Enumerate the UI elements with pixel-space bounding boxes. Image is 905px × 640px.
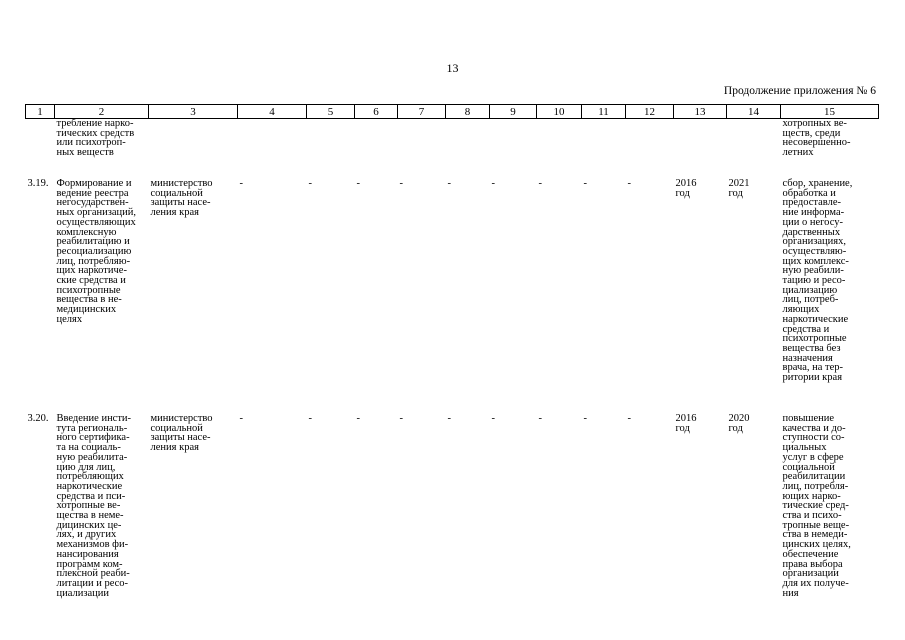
activity-name-cell: Формирование и ведение реестра негосударствен- ных организаций, осуществляющих комплексную реабилитацию и ресоциализацию лиц, потребляю- щих наркотиче- ские средства и психотропные вещества в не- медицинских целях — [56, 178, 137, 325]
row-number-cell: 3.20. — [27, 413, 49, 424]
page-number: 13 — [446, 61, 459, 75]
executor-cell: министерство социальной защиты насе- ления края — [150, 178, 213, 219]
activity-name-cell: требление нарко- тических средств или психотроп- ных веществ — [56, 118, 135, 159]
dash-cell: - — [399, 178, 403, 189]
col-11-header: 11 — [582, 105, 626, 119]
activity-name-cell: Введение инсти- тута региональ- ного сертифика- та на социаль- ную реабилита- цию для лиц, потребляющих наркотические средства и пси- хотропные ве- щества в неме- дицинских це- лях, и других механизмов фи- нансирования программ ком- плексной реаби- литации и ресо- циализации — [56, 413, 132, 599]
col-13-header: 13 — [674, 105, 727, 119]
continuation-label: Продолжение приложения № 6 — [723, 85, 876, 97]
col-1-header: 1 — [26, 105, 55, 119]
empty-cell — [149, 119, 781, 180]
dash-cell: - — [538, 413, 542, 424]
expected-result-cell: повышение качества и до- ступности со- циальных услуг в сфере социальной реабилитации лиц, потребля- ющих нарко- тические сред- ства и психо- тропные веще- ства в немеди- цинских целях, обеспечение права выбора организации для их получе- ния — [782, 413, 851, 599]
dash-cell: - — [627, 413, 631, 424]
dash-cell: - — [356, 413, 360, 424]
col-7-header: 7 — [398, 105, 446, 119]
col-3-header: 3 — [149, 105, 238, 119]
table-row-continued — [26, 119, 879, 180]
col-8-header: 8 — [446, 105, 490, 119]
col-12-header: 12 — [626, 105, 674, 119]
row-number-cell: 3.19. — [27, 178, 49, 189]
col-14-header: 14 — [727, 105, 781, 119]
col-2-header: 2 — [55, 105, 149, 119]
dash-cell: - — [447, 178, 451, 189]
dash-cell: - — [399, 413, 403, 424]
dash-cell: - — [583, 413, 587, 424]
col-9-header: 9 — [490, 105, 537, 119]
program-table — [25, 104, 879, 624]
expected-result-cell: сбор, хранение, обработка и предоставле- ние информа- ции о негосу- дарственных организациях, осуществляю- щих комплекс- ную реабили- тацию и ресо- циализацию лиц, потреб- ляющих наркотические средства и психотропные вещества без назначения врача, на тер- ритории края — [782, 178, 853, 384]
dash-cell: - — [491, 413, 495, 424]
start-year-cell: 2016 год — [675, 413, 697, 434]
end-year-cell: 2020 год — [728, 413, 750, 434]
row-number-cell — [26, 119, 55, 180]
dash-cell: - — [308, 178, 312, 189]
dash-cell: - — [627, 178, 631, 189]
expected-result-cell: хотропных ве- ществ, среди несовершенно- летних — [782, 118, 851, 159]
dash-cell: - — [491, 178, 495, 189]
col-4-header: 4 — [238, 105, 307, 119]
dash-cell: - — [447, 413, 451, 424]
dash-cell: - — [356, 178, 360, 189]
start-year-cell: 2016 год — [675, 178, 697, 199]
col-15-header: 15 — [781, 105, 879, 119]
dash-cell: - — [538, 178, 542, 189]
dash-cell: - — [239, 178, 243, 189]
dash-cell: - — [239, 413, 243, 424]
col-5-header: 5 — [307, 105, 355, 119]
column-number-row — [26, 105, 879, 119]
end-year-cell: 2021 год — [728, 178, 750, 199]
col-10-header: 10 — [537, 105, 582, 119]
dash-cell: - — [583, 178, 587, 189]
table-row-3-20 — [26, 414, 879, 624]
dash-cell: - — [308, 413, 312, 424]
col-6-header: 6 — [355, 105, 398, 119]
table-row-3-19 — [26, 179, 879, 414]
executor-cell: министерство социальной защиты насе- ления края — [150, 413, 213, 454]
